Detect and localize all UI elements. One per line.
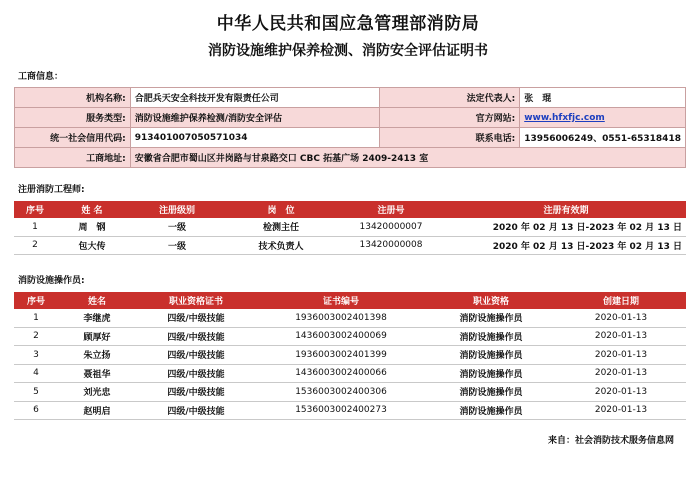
column-header: 职业资格证书 (136, 292, 256, 309)
table-cell: 刘光忠 (58, 383, 136, 402)
table-row (14, 309, 686, 327)
table-cell: 1536003002400273 (256, 401, 426, 420)
business-info-table (14, 87, 686, 168)
table-row (14, 346, 686, 365)
table-cell: 2020-01-13 (556, 346, 686, 365)
table-cell: 2020-01-13 (556, 327, 686, 346)
column-header: 注册号 (336, 201, 446, 218)
table-cell: 周 钢 (56, 218, 128, 236)
business-key: 联系电话: (380, 128, 520, 148)
table-cell: 2020-01-13 (556, 401, 686, 420)
table-row (14, 401, 686, 420)
business-row (15, 88, 686, 108)
business-value: 13956006249、0551-65318418 (520, 128, 686, 148)
business-row (15, 128, 686, 148)
table-cell: 1436003002400069 (256, 327, 426, 346)
table-cell: 消防设施操作员 (426, 401, 556, 420)
operators-table (14, 292, 686, 420)
business-section-label: 工商信息： (18, 72, 64, 82)
table-cell: 2020 年 02 月 13 日-2023 年 02 月 13 日 (446, 236, 686, 255)
column-header: 岗 位 (226, 201, 336, 218)
table-cell: 李继虎 (58, 309, 136, 327)
table-cell: 1536003002400306 (256, 383, 426, 402)
business-key: 机构名称: (15, 88, 131, 108)
business-value (520, 108, 686, 128)
table-cell: 四级/中级技能 (136, 309, 256, 327)
table-cell: 1936003002401399 (256, 346, 426, 365)
table-cell: 1936003002401398 (256, 309, 426, 327)
table-cell: 5 (14, 383, 58, 402)
table-cell: 2020 年 02 月 13 日-2023 年 02 月 13 日 (446, 218, 686, 236)
table-cell: 一级 (128, 218, 226, 236)
business-key: 法定代表人: (380, 88, 520, 108)
table-cell: 赵明启 (58, 401, 136, 420)
table-cell: 13420000007 (336, 218, 446, 236)
business-key: 服务类型: (15, 108, 131, 128)
table-cell: 顾厚好 (58, 327, 136, 346)
business-row (15, 148, 686, 168)
table-cell: 四级/中级技能 (136, 401, 256, 420)
business-value: 合肥兵天安全科技开发有限责任公司 (130, 88, 379, 108)
website-link[interactable]: www.hfxfjc.com (524, 112, 605, 123)
table-cell: 1 (14, 309, 58, 327)
column-header: 创建日期 (556, 292, 686, 309)
business-value: 安徽省合肥市蜀山区井岗路与甘泉路交口 CBC 拓基广场 2409-2413 室 (130, 148, 685, 168)
engineers-header-row (14, 201, 686, 218)
column-header: 证书编号 (256, 292, 426, 309)
business-key: 官方网站: (380, 108, 520, 128)
business-value: 张 琨 (520, 88, 686, 108)
table-cell: 13420000008 (336, 236, 446, 255)
column-header: 序号 (14, 201, 56, 218)
column-header: 注册级别 (128, 201, 226, 218)
operators-section-label: 消防设施操作员: (18, 276, 85, 286)
page-title: 中华人民共和国应急管理部消防局 (216, 14, 480, 34)
table-cell: 朱立扬 (58, 346, 136, 365)
table-cell: 3 (14, 346, 58, 365)
table-cell: 消防设施操作员 (426, 383, 556, 402)
table-cell: 消防设施操作员 (426, 364, 556, 383)
table-cell: 4 (14, 364, 58, 383)
table-cell: 6 (14, 401, 58, 420)
table-cell: 四级/中级技能 (136, 327, 256, 346)
table-cell: 2020-01-13 (556, 383, 686, 402)
column-header: 姓 名 (56, 201, 128, 218)
table-cell: 2020-01-13 (556, 309, 686, 327)
engineers-section-label: 注册消防工程师: (18, 185, 85, 195)
table-cell: 聂祖华 (58, 364, 136, 383)
table-cell: 四级/中级技能 (136, 383, 256, 402)
column-header: 职业资格 (426, 292, 556, 309)
page-subtitle: 消防设施维护保养检测、消防安全评估证明书 (208, 43, 488, 59)
table-cell: 消防设施操作员 (426, 309, 556, 327)
table-row (14, 327, 686, 346)
business-value: 913401007050571034 (130, 128, 379, 148)
column-header: 注册有效期 (446, 201, 686, 218)
operators-header-row (14, 292, 686, 309)
table-cell: 1436003002400066 (256, 364, 426, 383)
business-key: 工商地址: (15, 148, 131, 168)
table-cell: 2 (14, 327, 58, 346)
table-row (14, 364, 686, 383)
table-cell: 2 (14, 236, 56, 255)
business-value: 消防设施维护保养检测/消防安全评估 (130, 108, 379, 128)
business-row (15, 108, 686, 128)
table-cell: 1 (14, 218, 56, 236)
engineers-table (14, 201, 686, 255)
business-key: 统一社会信用代码: (15, 128, 131, 148)
table-cell: 四级/中级技能 (136, 364, 256, 383)
table-row (14, 236, 686, 255)
source-note: 来自：社会消防技术服务信息网 (547, 436, 674, 446)
table-cell: 一级 (128, 236, 226, 255)
table-cell: 2020-01-13 (556, 364, 686, 383)
table-cell: 消防设施操作员 (426, 346, 556, 365)
table-cell: 技术负责人 (226, 236, 336, 255)
column-header: 姓名 (58, 292, 136, 309)
table-cell: 包大传 (56, 236, 128, 255)
table-row (14, 218, 686, 236)
column-header: 序号 (14, 292, 58, 309)
table-row (14, 383, 686, 402)
table-cell: 四级/中级技能 (136, 346, 256, 365)
table-cell: 消防设施操作员 (426, 327, 556, 346)
table-cell: 检测主任 (226, 218, 336, 236)
